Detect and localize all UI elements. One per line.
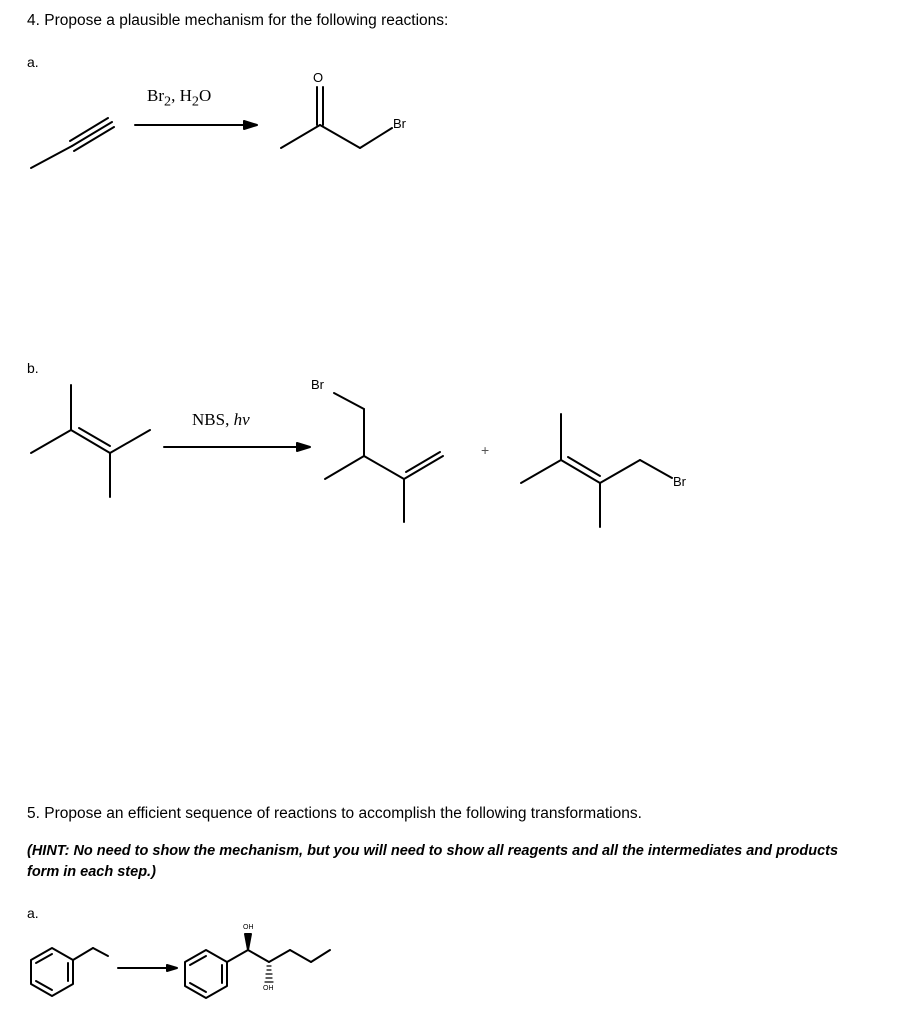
q4a-reagent: $Br_2$, $H_2O$: [147, 86, 212, 110]
q5a-product-diol: [185, 934, 330, 998]
q5-heading: 5. Propose an efficient sequence of reactions to accomplish the following transformations.: [27, 805, 642, 822]
q4b-product2: [521, 414, 672, 527]
plus-sign: +: [481, 442, 490, 458]
q4a-product-bromoacetone: [281, 87, 392, 148]
q4b-reaction-arrow: [164, 443, 310, 451]
q5a-product-oh-top: OH: [243, 924, 254, 931]
q5-part-a-label: a.: [27, 905, 39, 921]
q5a-reaction-arrow: [118, 965, 177, 971]
q4b-product1: [325, 393, 443, 522]
q4b-reagent: NBS, hv: [192, 410, 250, 429]
q4-part-b-label: b.: [27, 360, 39, 376]
q4-part-a-label: a.: [27, 54, 39, 70]
q4b-product2-bromine: Br: [673, 474, 686, 489]
q4b-product1-bromine: Br: [311, 377, 324, 392]
q4b-reactant-alkene: [31, 385, 150, 497]
q4a-reaction-arrow: [135, 121, 257, 129]
q4a-reactant-propyne: [31, 118, 114, 168]
q5-hint-line1: (HINT: No need to show the mechanism, but you will need to show all reagents and all the intermediates and products: [27, 843, 839, 859]
q4a-product-bromine: Br: [393, 116, 406, 131]
q5a-reactant-propylbenzene: [31, 948, 108, 996]
q4a-product-oxygen: O: [313, 70, 324, 85]
q4-heading: 4. Propose a plausible mechanism for the following reactions:: [27, 12, 449, 29]
q5a-product-oh-bottom: OH: [263, 985, 274, 992]
q5-hint-line2: form in each step.): [27, 864, 156, 880]
